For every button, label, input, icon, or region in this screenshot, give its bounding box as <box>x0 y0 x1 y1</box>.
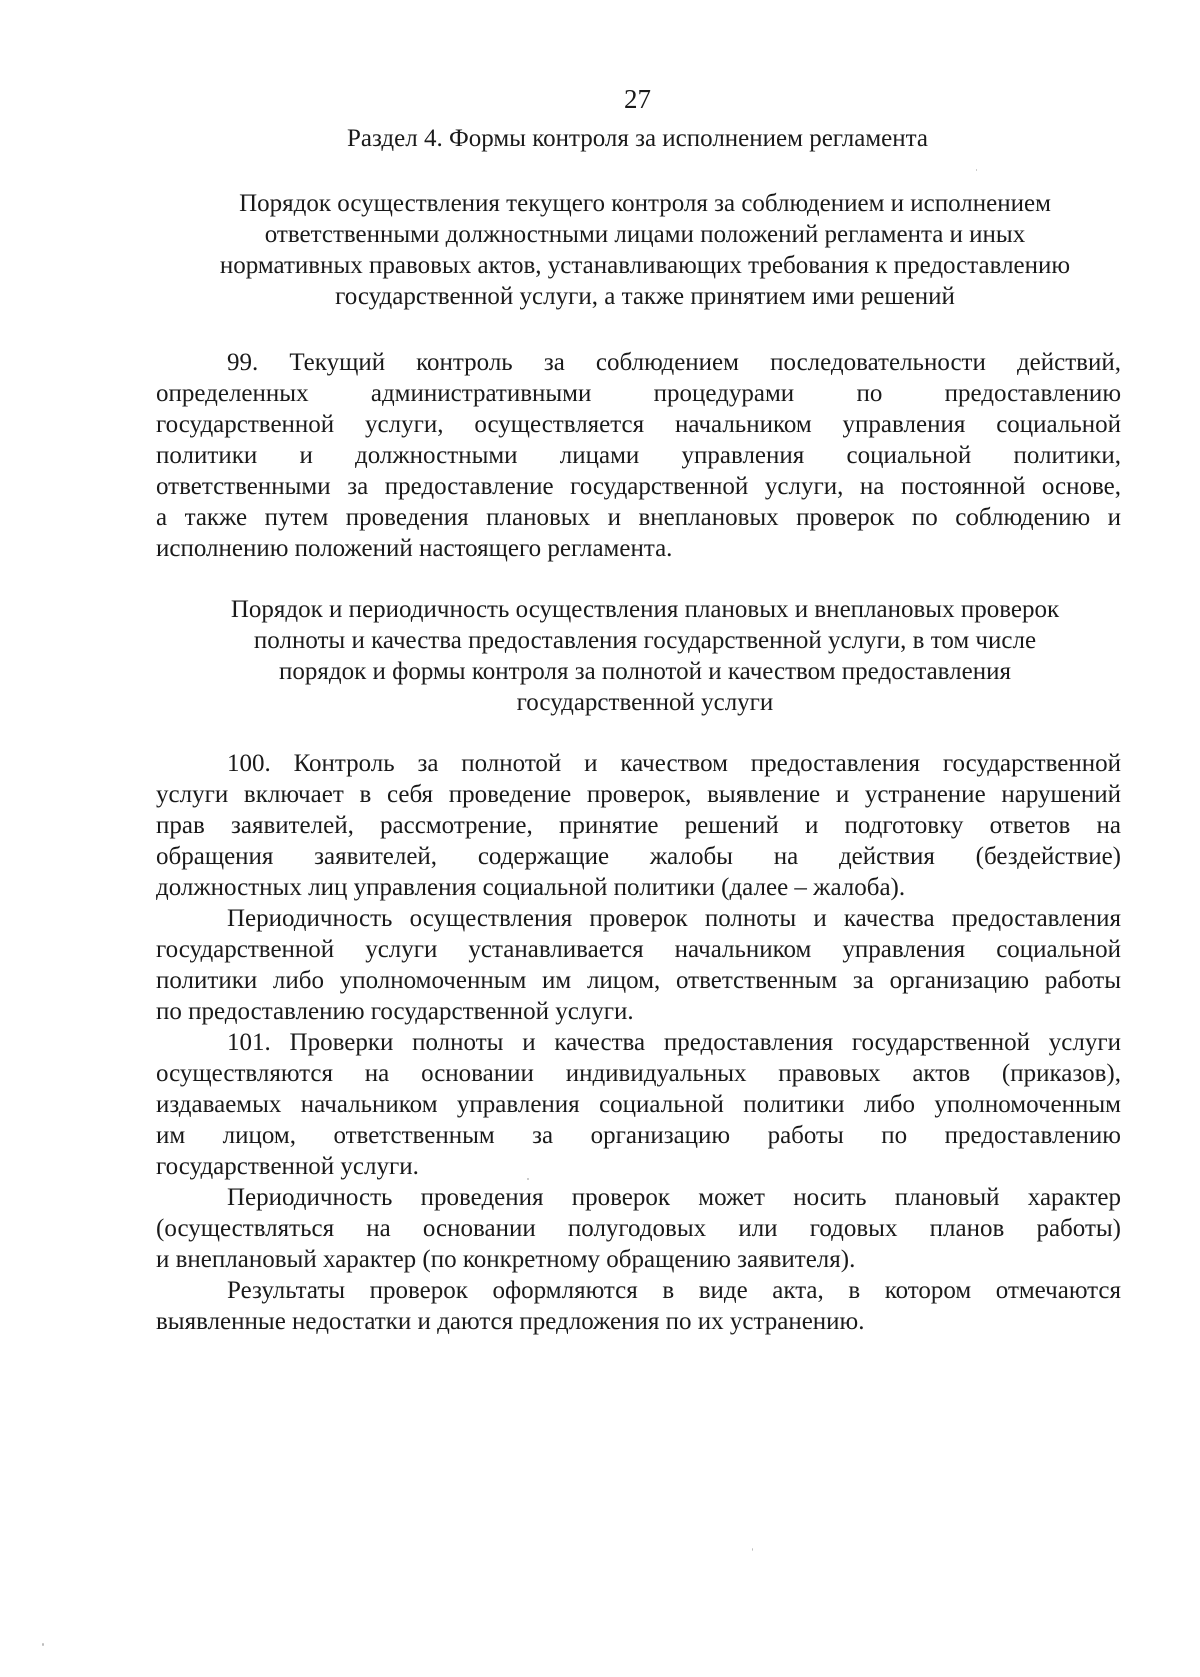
paragraph-line: Периодичность проведения проверок может носить плановый характер <box>227 1184 1121 1211</box>
paragraph-line: исполнению положений настоящего регламента. <box>156 535 673 562</box>
paragraph-line: а также путем проведения плановых и внеплановых проверок по соблюдению и <box>156 504 1121 531</box>
paragraph-line: политики и должностными лицами управления социальной политики, <box>156 442 1121 469</box>
paragraph-line: 100. Контроль за полнотой и качеством предоставления государственной <box>227 750 1121 777</box>
paragraph-line: прав заявителей, рассмотрение, принятие решений и подготовку ответов на <box>156 812 1121 839</box>
paragraph-100 <box>156 748 1121 903</box>
paragraph-line: (осуществляться на основании полугодовых или годовых планов работы) <box>156 1215 1121 1242</box>
paragraph-99 <box>156 347 1121 564</box>
paragraph-line: издаваемых начальником управления социальной политики либо уполномоченным <box>156 1091 1121 1118</box>
paragraph-line: и внеплановый характер (по конкретному обращению заявителя). <box>156 1246 856 1273</box>
paragraph-line: Периодичность осуществления проверок полноты и качества предоставления <box>227 905 1121 932</box>
paragraph-line: государственной услуги, осуществляется начальником управления социальной <box>156 411 1121 438</box>
subheading-line: порядок и формы контроля за полнотой и качеством предоставления <box>279 658 1011 685</box>
paragraph-line: определенных административными процедурами по предоставлению <box>156 380 1121 407</box>
subheading-line: Порядок осуществления текущего контроля за соблюдением и исполнением <box>239 190 1051 217</box>
paragraph-line: им лицом, ответственным за организацию работы по предоставлению <box>156 1122 1121 1149</box>
page-number: 27 <box>624 84 651 114</box>
paragraph-line: политики либо уполномоченным им лицом, ответственным за организацию работы <box>156 967 1121 994</box>
paragraph-line: государственной услуги устанавливается начальником управления социальной <box>156 936 1121 963</box>
paragraph-line: ответственными за предоставление государственной услуги, на постоянной основе, <box>156 473 1121 500</box>
paragraph-line: по предоставлению государственной услуги. <box>156 998 634 1025</box>
paragraph-line: осуществляются на основании индивидуальных правовых актов (приказов), <box>156 1060 1121 1087</box>
paragraph-line: выявленные недостатки и даются предложения по их устранению. <box>156 1308 865 1335</box>
section-title: Раздел 4. Формы контроля за исполнением регламента <box>347 125 928 152</box>
paragraph-line: Результаты проверок оформляются в виде акта, в котором отмечаются <box>227 1277 1121 1304</box>
subheading-line: нормативных правовых актов, устанавливающих требования к предоставлению <box>219 252 1071 279</box>
paragraph-line: 99. Текущий контроль за соблюдением последовательности действий, <box>227 349 1121 376</box>
subheading-line: ответственными должностными лицами положений регламента и иных <box>264 221 1026 248</box>
subheading-line: полноты и качества предоставления государственной услуги, в том числе <box>253 627 1037 654</box>
scan-speck <box>976 169 977 171</box>
scan-speck <box>42 1643 44 1646</box>
subheading-current-control <box>160 188 1130 312</box>
paragraph-line: государственной услуги. <box>156 1153 419 1180</box>
paragraph-101 <box>156 1027 1121 1182</box>
paragraph-101-periodicity <box>156 1182 1121 1275</box>
paragraph-line: услуги включает в себя проведение проверок, выявление и устранение нарушений <box>156 781 1121 808</box>
paragraph-101-results <box>156 1275 1121 1337</box>
paragraph-line: обращения заявителей, содержащие жалобы на действия (бездействие) <box>156 843 1121 870</box>
subheading-line: Порядок и периодичность осуществления плановых и внеплановых проверок <box>230 596 1060 623</box>
paragraph-100-periodicity <box>156 903 1121 1027</box>
paragraph-line: 101. Проверки полноты и качества предоставления государственной услуги <box>227 1029 1121 1056</box>
subheading-line: государственной услуги, а также принятием ими решений <box>335 283 955 310</box>
scan-speck <box>752 1548 753 1551</box>
subheading-line: государственной услуги <box>516 689 774 716</box>
scan-speck <box>527 1178 529 1180</box>
subheading-inspections <box>160 594 1130 718</box>
paragraph-line: должностных лиц управления социальной политики (далее – жалоба). <box>156 874 906 901</box>
